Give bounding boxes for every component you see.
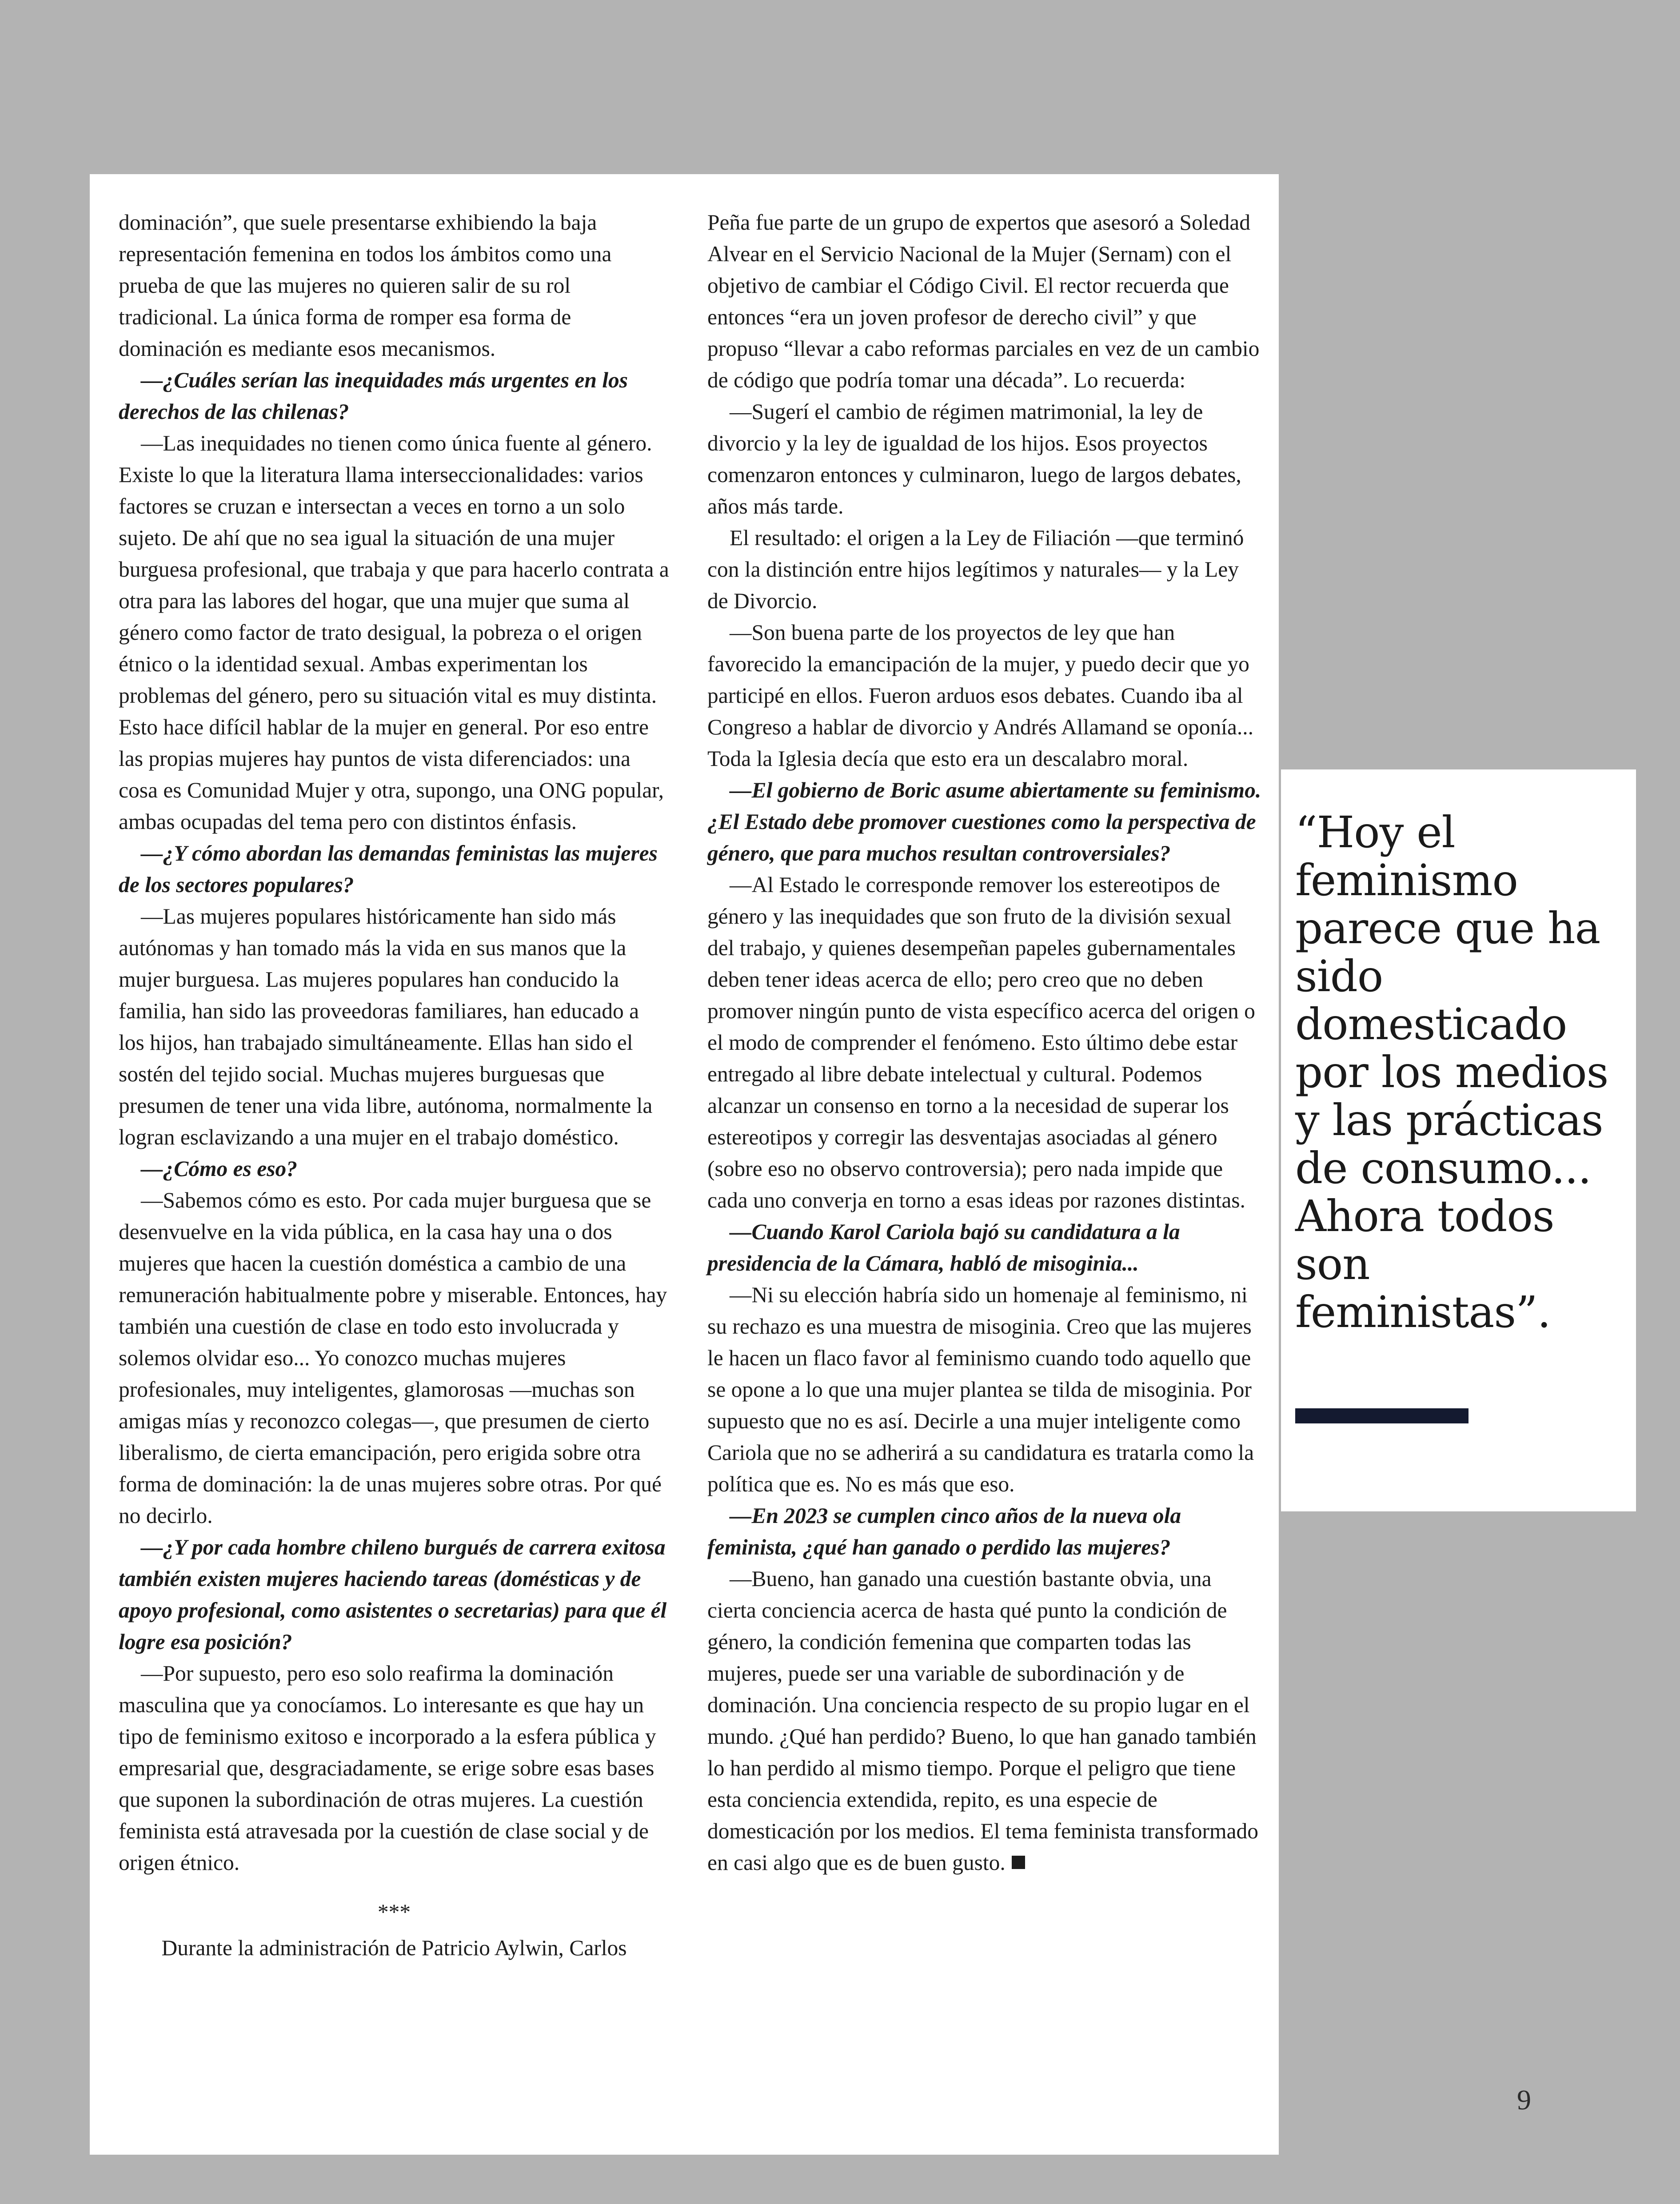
pull-quote-text: “Hoy el feminismo parece que ha sido domesticado por los medios y las prácticas de consumo... Ahora todos son feministas”.	[1295, 807, 1608, 1337]
interview-answer: —Las mujeres populares históricamente han sido más autónomas y han tomado más la vida en sus manos que la mujer burguesa. Las mujeres populares han conducido la familia, han sido las proveedoras familiares, han educado a los hijos, han trabajado simultáneamente. Ellas han sido el sostén del tejido social. Muchas mujeres burguesas que presumen de tener una vida libre, autónoma, normalmente la logran esclavizando a una mujer en el trabajo doméstico.	[119, 904, 653, 1149]
article-page	[90, 174, 1279, 2155]
interview-answer: —Son buena parte de los proyectos de ley que han favorecido la emancipación de la mujer, y puedo decir que yo participé en ellos. Fueron arduos esos debates. Cuando iba al Congreso a hablar de divorcio y Andrés Allamand se oponía... Toda la Iglesia decía que esto era un descalabro moral.	[707, 620, 1253, 771]
paragraph: dominación”, que suele presentarse exhibiendo la baja representación femenina en todos los ámbitos como una prueba de que las mujeres no quieren salir de su rol tradicional. La única forma de romper esa forma de dominación es mediante esos mecanismos.	[119, 210, 612, 361]
interview-answer: —Sugerí el cambio de régimen matrimonial, la ley de divorcio y la ley de igualdad de los hijos. Esos proyectos comenzaron entonces y culminaron, luego de largos debates, años más tarde.	[707, 399, 1241, 518]
interview-answer: —Las inequidades no tienen como única fuente al género. Existe lo que la literatura llama interseccionalidades: varios factores se cruzan e intersectan a veces en torno a un solo sujeto. De ahí que no sea igual la situación de una mujer burguesa profesional, que trabaja y que para hacerlo contrata a otra para las labores del hogar, que una mujer que suma al género como factor de trato desigual, la pobreza o el origen étnico o la identidad sexual. Ambas experimentan los problemas del género, pero su situación vital es muy distinta. Esto hace difícil hablar de la mujer en general. Por eso entre las propias mujeres hay puntos de vista diferenciados: una cosa es Comunidad Mujer y otra, supongo, una ONG popular, ambas ocupadas del tema pero con distintos énfasis.	[119, 431, 669, 834]
paragraph: El resultado: el origen a la Ley de Filiación —que terminó con la distinción entre hijos legítimos y naturales— y la Ley de Divorcio.	[707, 526, 1244, 613]
interview-question: —El gobierno de Boric asume abiertamente su feminismo. ¿El Estado debe promover cuestiones como la perspectiva de género, que para muchos resultan controversiales?	[707, 778, 1261, 865]
paragraph: Peña fue parte de un grupo de expertos que asesoró a Soledad Alvear en el Servicio Nacional de la Mujer (Sernam) con el objetivo de cambiar el Código Civil. El rector recuerda que entonces “era un joven profesor de derecho civil” y que propuso “llevar a cabo reformas parciales en vez de un cambio de código que podría tomar una década”. Lo recuerda:	[707, 210, 1260, 392]
end-of-article-mark	[1012, 1856, 1025, 1869]
interview-question: —¿Cuáles serían las inequidades más urgentes en los derechos de las chilenas?	[119, 368, 628, 424]
interview-answer: —Ni su elección habría sido un homenaje al feminismo, ni su rechazo es una muestra de misoginia. Creo que las mujeres le hacen un flaco favor al feminismo cuando todo aquello que se opone a lo que una mujer plantea se tilda de misoginia. Por supuesto que no es así. Decirle a una mujer inteligente como Cariola que no se adherirá a su candidatura es tratarla como la política que es. No es más que eso.	[707, 1283, 1254, 1496]
pull-quote-accent-bar	[1295, 1408, 1469, 1423]
interview-answer: —Por supuesto, pero eso solo reafirma la dominación masculina que ya conocíamos. Lo interesante es que hay un tipo de feminismo exitoso e incorporado a la esfera pública y empresarial que, desgraciadamente, se erige sobre esas bases que suponen la subordinación de otras mujeres. La cuestión feminista está atravesada por la cuestión de clase social y de origen étnico.	[119, 1661, 656, 1875]
interview-question: —¿Cómo es eso?	[141, 1156, 297, 1181]
article-column-right	[707, 207, 1263, 1878]
paragraph: Durante la administración de Patricio Aylwin, Carlos	[161, 1936, 627, 1960]
interview-answer: —Al Estado le corresponde remover los estereotipos de género y las inequidades que son fruto de la división sexual del trabajo, y quienes desempeñan papeles gubernamentales deben tener ideas acerca de ello; pero creo que no deben promover ningún punto de vista específico acerca del origen o el modo de comprender el fenómeno. Esto último debe estar entregado al libre debate intelectual y cultural. Podemos alcanzar un consenso en torno a la necesidad de superar los estereotipos y corregir las desventajas asociadas al género (sobre eso no observo controversia); pero nada impide que cada uno converja en torno a esas ideas por razones distintas.	[707, 873, 1255, 1212]
interview-question: —¿Y por cada hombre chileno burgués de carrera exitosa también existen mujeres haciendo tareas (domésticas y de apoyo profesional, como asistentes o secretarias) para que él logre esa posición?	[119, 1535, 667, 1654]
pull-quote-box	[1281, 769, 1636, 1511]
interview-answer: —Sabemos cómo es esto. Por cada mujer burguesa que se desenvuelve en la vida pública, en la casa hay una o dos mujeres que hacen la cuestión doméstica a cambio de una remuneración habitualmente pobre y miserable. Entonces, hay también una cuestión de clase en todo esto involucrada y solemos olvidar eso... Yo conozco muchas mujeres profesionales, muy inteligentes, glamorosas —muchas son amigas mías y reconozco colegas—, que presumen de cierto liberalismo, de cierta emancipación, pero erigida sobre otra forma de dominación: la de unas mujeres sobre otras. Por qué no decirlo.	[119, 1188, 667, 1528]
interview-answer	[707, 1563, 1263, 1878]
interview-question: —¿Y cómo abordan las demandas feministas las mujeres de los sectores populares?	[119, 841, 658, 897]
page-number: 9	[1517, 2084, 1531, 2116]
final-paragraph-text: —Bueno, han ganado una cuestión bastante obvia, una cierta conciencia acerca de hasta qué punto la condición de género, la condición femenina que comparten todas las mujeres, puede ser una variable de subordinación y de dominación. Una conciencia respecto de su propio lugar en el mundo. ¿Qué han perdido? Bueno, lo que han ganado también lo han perdido al mismo tiempo. Porque el peligro que tiene esta conciencia extendida, repito, es una especie de domesticación por los medios. El tema feminista transformado en casi algo que es de buen gusto.	[707, 1566, 1258, 1875]
interview-question: —Cuando Karol Cariola bajó su candidatura a la presidencia de la Cámara, habló de misoginia...	[707, 1220, 1180, 1275]
interview-question: —En 2023 se cumplen cinco años de la nueva ola feminista, ¿qué han ganado o perdido las mujeres?	[707, 1503, 1181, 1559]
section-separator: ***	[377, 1900, 411, 1924]
article-column-left	[119, 207, 670, 1964]
